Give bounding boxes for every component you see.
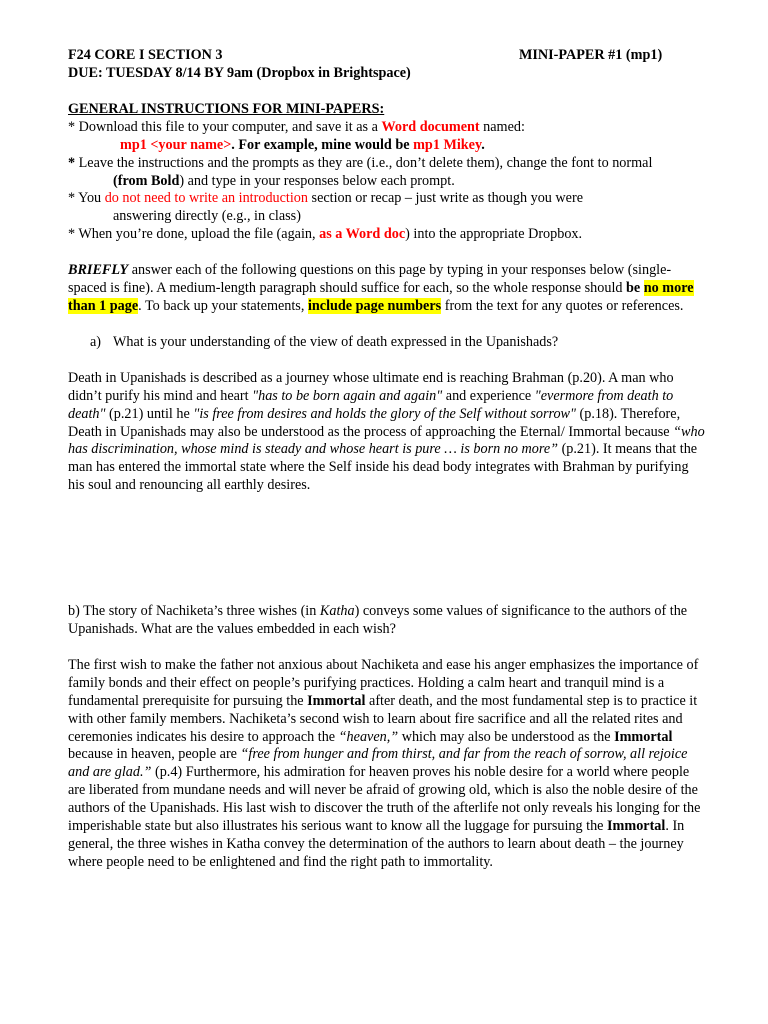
instruction-bullet-2: * Leave the instructions and the prompts as they are (i.e., don’t delete them), change the font to normal	[68, 154, 653, 171]
header-row	[68, 47, 708, 65]
course-title: F24 CORE I SECTION 3	[68, 47, 223, 63]
question-a: a) What is your understanding of the view of death expressed in the Upanishads?	[90, 333, 559, 350]
instruction-bullet-3-cont: answering directly (e.g., in class)	[113, 208, 301, 225]
instruction-bullet-2-cont: (from Bold) and type in your responses below each prompt.	[113, 172, 455, 189]
instruction-bullet-3: * You do not need to write an introduction section or recap – just write as though you were	[68, 190, 584, 207]
document-page	[68, 47, 708, 872]
paper-title: MINI-PAPER #1 (mp1)	[519, 47, 663, 63]
question-b: b) The story of Nachiketa’s three wishes (in Katha) conveys some values of significance to the authors of the Upanishads. What are the values embedded in each wish?	[68, 603, 688, 638]
instruction-bullet-1: * Download this file to your computer, and save it as a Word document named:	[68, 118, 525, 135]
answer-b: The first wish to make the father not anxious about Nachiketa and ease his anger emphasizes the importance of family bonds and their effect on people’s purifying practices. Holding a calm heart and tranquil mind is a fundamental prerequisite for pursuing the Immortal after death, and the most fundamental step is to practice it with other family members. Nachiketa’s second wish to learn about fire sacrifice and all the related rites and ceremonies indicates his desire to approach the “heaven,” which may also be understood as the Immortal because in heaven, people are “free from hunger and from thirst, and far from the reach of sorrow, all rejoice and are glad.” (p.4) Furthermore, his admiration for heaven proves his noble desire for a world where people are liberated from mundane needs and will never be afraid of growing old, which is also the noble desire of the authors of the Upanishads. His last wish to discover the truth of the afterlife not only reveals his longing for the imperishable state but also illustrates his serious want to know all the luggage for pursuing the Immortal. In general, the three wishes in Katha convey the determination of the authors to learn about death – the journey where people need to be enlightened and find the right path to immortality.	[68, 656, 701, 870]
instruction-bullet-1-cont: mp1 <your name>. For example, mine would be mp1 Mikey.	[120, 136, 485, 153]
answer-a: Death in Upanishads is described as a journey whose ultimate end is reaching Brahman (p.20). A man who didn’t purify his mind and heart "has to be born again and again" and experience "evermore from death to death" (p.21) until he "is free from desires and holds the glory of the Self without sorrow" (p.18). Therefore, Death in Upanishads may also be understood as the process of approaching the Eternal/ Immortal because “who has discrimination, whose mind is steady and whose heart is pure … is born no more” (p.21). It means that the man has entered the immortal state where the Self inside his dead body integrates with Brahman by purifying his soul and renouncing all earthly desires.	[68, 369, 705, 494]
instructions-title: GENERAL INSTRUCTIONS FOR MINI-PAPERS:	[68, 100, 385, 117]
briefly-paragraph: BRIEFLY answer each of the following questions on this page by typing in your responses below (single-spaced is fine). A medium-length paragraph should suffice for each, so the whole response should be no more than 1 page. To back up your statements, include page numbers from the text for any quotes or references.	[68, 262, 694, 314]
due-date: DUE: TUESDAY 8/14 BY 9am (Dropbox in Brightspace)	[68, 65, 411, 81]
instruction-bullet-4: * When you’re done, upload the file (again, as a Word doc) into the appropriate Dropbox.	[68, 226, 583, 243]
